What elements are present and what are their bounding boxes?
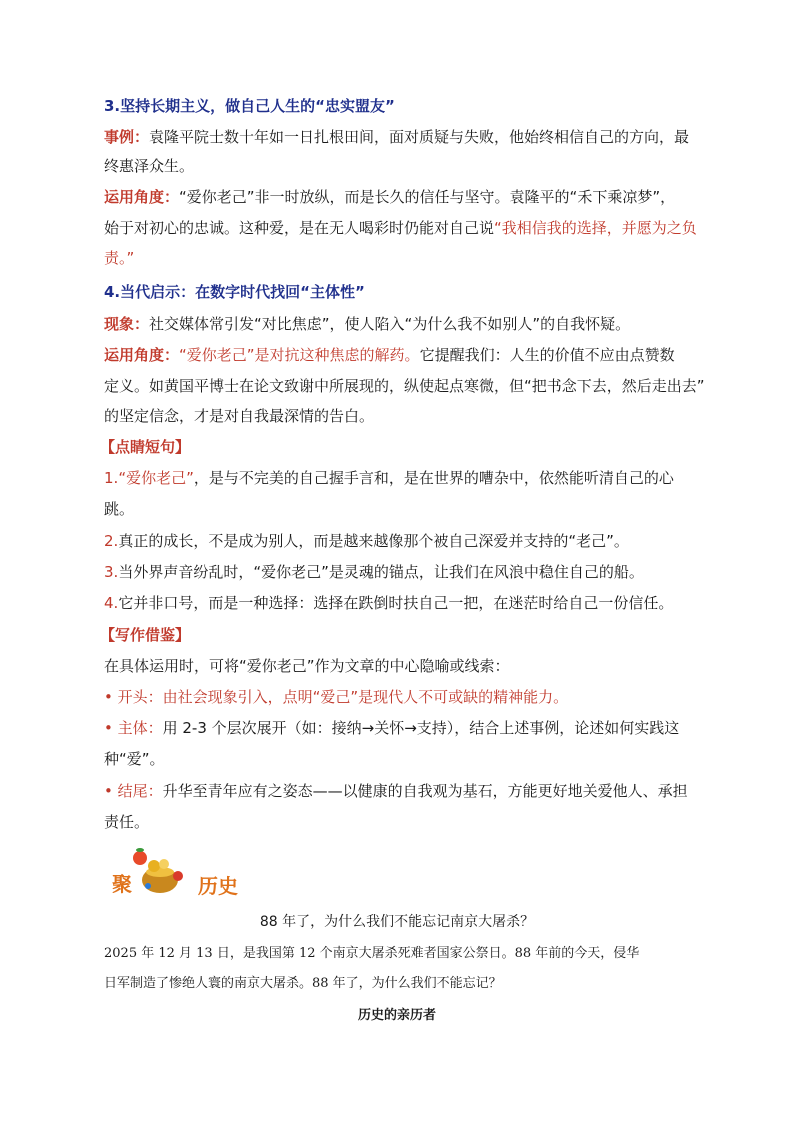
- example-text: 袁隆平院士数十年如一日扎根田间，面对质疑与失败，他始终相信自己的方向，最: [149, 128, 690, 146]
- writing-intro: 在具体运用时，可将“爱你老己”作为文章的中心隐喻或线索：: [104, 657, 510, 675]
- history-section-banner: [112, 842, 252, 900]
- section4-use-line2: 定义。如黄国平博士在论文致谢中所展现的，纵使起点寒微，但“把书念下去，然后走出去”: [104, 377, 705, 395]
- use-quote: “我相信我的选择，并愿为之负: [494, 219, 697, 237]
- use-text: “爱你老己”非一时放纵，而是长久的信任与坚守。袁隆平的“禾下乘凉梦”，: [179, 188, 676, 206]
- section3-example: [104, 127, 689, 147]
- item1-rest: ，是与不完美的自己握手言和，是在世界的嘈杂中，依然能听清自己的心: [193, 469, 674, 487]
- bullet2-label: • 主体：: [104, 719, 163, 737]
- use-label: 运用角度：: [104, 188, 180, 206]
- highlights-title: 【点睛短句】: [100, 438, 191, 456]
- bullet3-label: • 结尾：: [104, 782, 163, 800]
- section3-use: [104, 187, 675, 207]
- writing-bullet-1: [104, 687, 568, 707]
- item1-red: “爱你老己”: [118, 469, 194, 487]
- section4-use: [104, 345, 675, 365]
- section4-phenomenon: [104, 314, 630, 334]
- bullet1-text: 由社会现象引入，点明“爱己”是现代人不可或缺的精神能力。: [162, 688, 569, 706]
- use-quote-end: 责。”: [104, 249, 135, 267]
- item4-num: 4.: [104, 594, 119, 612]
- article-subheading: 历史的亲历者: [357, 1008, 436, 1023]
- item4-text: 它并非口号，而是一种选择：选择在跌倒时扶自己一把，在迷茫时给自己一份信任。: [118, 594, 674, 612]
- article-title: 88 年了，为什么我们不能忘记南京大屠杀？: [259, 914, 535, 930]
- bullet1-label: • 开头：: [104, 688, 163, 706]
- use-text-line2: [104, 218, 697, 238]
- section4-heading: 4.当代启示：在数字时代找回“主体性”: [104, 283, 365, 301]
- highlight-item-2: [104, 531, 629, 551]
- banner-title: 历史: [198, 874, 238, 898]
- article-para-line2: 日军制造了惨绝人寰的南京大屠杀。88 年了，为什么我们不能忘记？: [104, 976, 502, 991]
- treasure-pot-icon: [126, 842, 190, 896]
- example-label: 事例：: [104, 128, 150, 146]
- banner-char: 聚: [112, 872, 132, 896]
- writing-bullet-3: [104, 781, 688, 801]
- highlight-item-1-line2: 跳。: [104, 500, 135, 518]
- item3-num: 3.: [104, 563, 119, 581]
- bullet3-text: 升华至青年应有之姿态——以健康的自我观为基石，方能更好地关爱他人、承担: [162, 782, 688, 800]
- writing-bullet-3-line2: 责任。: [104, 813, 150, 831]
- section4-use-line3: 的坚定信念，才是对自我最深情的告白。: [104, 407, 375, 425]
- use-text-line2-a: 始于对初心的忠诚。这种爱，是在无人喝彩时仍能对自己说: [104, 219, 495, 237]
- item1-num: 1.: [104, 469, 119, 487]
- writing-title: 【写作借鉴】: [100, 626, 191, 644]
- use-black-text: 它提醒我们：人生的价值不应由点赞数: [419, 346, 675, 364]
- use-red-text: “爱你老己”是对抗这种焦虑的解药。: [179, 346, 420, 364]
- section3-heading: 3.坚持长期主义，做自己人生的“忠实盟友”: [104, 97, 395, 115]
- highlight-item-1: [104, 468, 674, 488]
- writing-bullet-2-line2: 种“爱”。: [104, 750, 165, 768]
- item2-text: 真正的成长，不是成为别人，而是越来越像那个被自己深爱并支持的“老己”。: [118, 532, 629, 550]
- writing-bullet-2: [104, 718, 679, 738]
- item2-num: 2.: [104, 532, 119, 550]
- bullet2-text: 用 2-3 个层次展开（如：接纳→关怀→支持），结合上述事例，论述如何实践这: [162, 719, 680, 737]
- article-para-line1: 2025 年 12 月 13 日，是我国第 12 个南京大屠杀死难者国家公祭日。88 年前的今天，侵华: [104, 946, 640, 961]
- phenomenon-text: 社交媒体常引发“对比焦虑”，使人陷入“为什么我不如别人”的自我怀疑。: [149, 315, 631, 333]
- example-text-line2: 终惠泽众生。: [104, 157, 195, 175]
- highlight-item-3: [104, 562, 644, 582]
- highlight-item-4: [104, 593, 673, 613]
- phenomenon-label: 现象：: [104, 315, 150, 333]
- item3-text: 当外界声音纷乱时，“爱你老己”是灵魂的锚点，让我们在风浪中稳住自己的船。: [118, 563, 644, 581]
- use-label-4: 运用角度：: [104, 346, 180, 364]
